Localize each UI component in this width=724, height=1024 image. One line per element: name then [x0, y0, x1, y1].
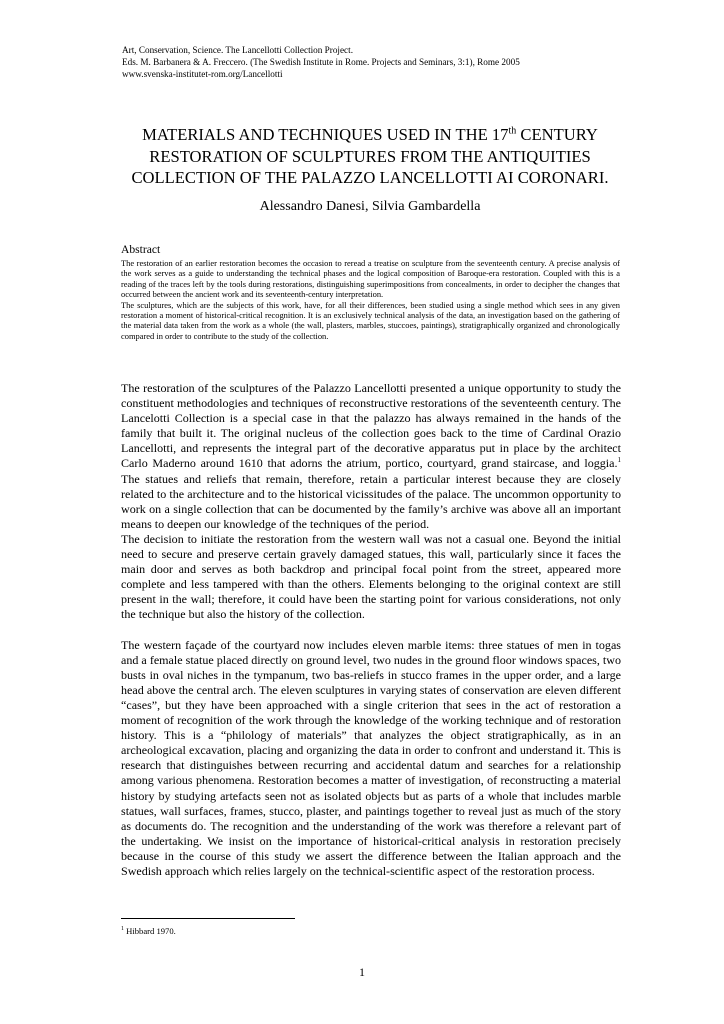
running-header [122, 44, 520, 80]
footnote-text: Hibbard 1970. [124, 926, 176, 936]
body-paragraph-1 [121, 381, 621, 532]
body-paragraph-3: The western façade of the courtyard now includes eleven marble items: three statues of men in togas and a female statue placed directly on ground level, two nudes in the ground floor windows spaces, two busts in oval niches in the tympanum, two bas-reliefs in stucco frames in the upper order, and a large head above the central arch. The eleven sculptures in varying states of conservation are eleven different “cases”, but they have been approached with a single criterion that sees in the act of restoration a moment of recognition of the work through the knowledge of the working technique and of restoration history. This is a “philology of materials” that analyzes the object stratigraphically, as in an archeological excavation, placing and organizing the data in order to confront and understand it. This is research that distinguishes between recurring and accidental datum and searches for a relationship among various phenomena. Restoration becomes a matter of investigation, of reconstructing a material history by studying artefacts seen not as isolated objects but as parts of a whole that includes marble statues, wall surfaces, frames, stucco, plaster, and paintings together to reveal just as much of the story as documents do. The recognition and the understanding of the work was therefore a relevant part of the undertaking. We insist on the importance of historical-critical analysis in restoration precisely because in the course of this study we assert the difference between the Italian approach and the Swedish approach which relies largely on the technical-scientific aspect of the restoration process. [121, 637, 621, 878]
title-part-1: MATERIALS AND TECHNIQUES USED IN THE 17 [142, 125, 509, 144]
footnote-rule [121, 918, 295, 919]
footnote [121, 926, 176, 936]
body-text [121, 381, 621, 879]
abstract-paragraph-2: The sculptures, which are the subjects of this work, have, for all their differences, been studied using a single method which sees in any given restoration a moment of historical-critical recognition. It is an exclusively technical analysis of the data, an investigation based on the gathering of the material data taken from the work as a whole (the wall, plasters, marbles, stuccoes, paintings), stratigraphically organized and chronologically compared in order to contribute to the study of the collection. [121, 299, 620, 341]
abstract-heading: Abstract [121, 243, 161, 256]
body-paragraph-2: The decision to initiate the restoration from the western wall was not a casual one. Beyond the initial need to secure and preserve certain gravely damaged statues, this wall, particularly since it faces the main door and serves as both backdrop and principal focal point from the street, appeared more complete and less tampered with than the others. Elements belonging to the original context are still present in the wall; therefore, it could have been the starting point for various considerations, not only the technique but also the history of the collection. [121, 531, 621, 622]
footnote-reference: 1 [617, 456, 621, 465]
title-superscript: th [508, 125, 517, 137]
footnote-marker: 1 [121, 926, 124, 933]
authors: Alessandro Danesi, Silvia Gambardella [259, 199, 481, 214]
header-line-3: www.svenska-institutet-rom.org/Lancellotti [122, 69, 283, 79]
body-paragraph-1b: The statues and reliefs that remain, therefore, retain a particular interest because they are closely related to the architecture and to the historical vicissitudes of the palace. The uncommon opportunity to work on a single collection that can be documented by the family’s archive was above all an important means to deepen our knowledge of the techniques of the period. [121, 471, 621, 531]
paper-title [100, 124, 640, 189]
header-line-2: Eds. M. Barbanera & A. Freccero. (The Swedish Institute in Rome. Projects and Seminars, 3:1), Rome 2005 [122, 57, 520, 67]
body-paragraph-1a: The restoration of the sculptures of the Palazzo Lancellotti presented a unique opportunity to study the constituent methodologies and techniques of reconstructive restorations of the seventeenth century. The Lancelotti Collection is a special case in that the palazzo has always remained in the hands of the family that built it. The original nucleus of the collection goes back to the time of Cardinal Orazio Lancellotti, and represents the integral part of the decorative apparatus put in place by the architect Carlo Maderno around 1610 that adorns the atrium, portico, courtyard, grand staircase, and loggia. [121, 381, 621, 471]
page-number: 1 [359, 965, 365, 979]
header-line-1: Art, Conservation, Science. The Lancellotti Collection Project. [122, 45, 353, 55]
title-part-2: CENTURY RESTORATION OF SCULPTURES FROM THE ANTIQUITIES COLLECTION OF THE PALAZZO LANCELLOTTI AI CORONARI. [131, 125, 609, 187]
abstract [121, 258, 620, 341]
abstract-paragraph-1: The restoration of an earlier restoration becomes the occasion to reread a treatise on sculpture from the seventeenth century. A precise analysis of the work serves as a guide to understanding the technical phases and the logical composition of Baroque-era restoration. Coupled with this is a reading of the traces left by the tools during restorations, distinguishing superimpositions from concealments, in order to decipher the changes that occurred between the ancient work and its seventeenth-century interpretation. [121, 258, 620, 300]
